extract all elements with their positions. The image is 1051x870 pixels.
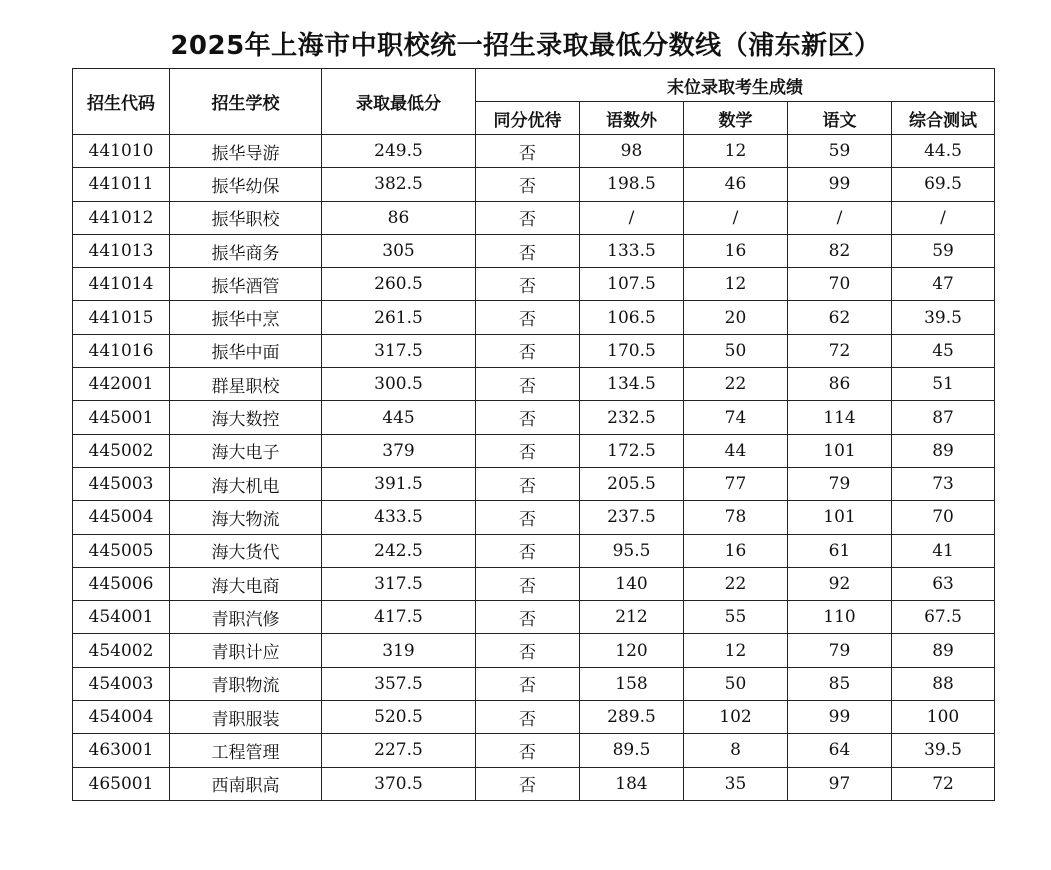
header-chinese: 语文 bbox=[788, 102, 892, 135]
cell-min-score: 319 bbox=[322, 634, 476, 667]
cell-school: 青职物流 bbox=[170, 667, 322, 700]
cell-school: 振华中面 bbox=[170, 334, 322, 367]
table-row bbox=[73, 534, 995, 567]
cell-code: 445004 bbox=[73, 501, 170, 534]
cell-priority: 否 bbox=[476, 601, 580, 634]
cell-composite: 67.5 bbox=[892, 601, 995, 634]
cell-school: 海大机电 bbox=[170, 467, 322, 500]
cell-composite: 45 bbox=[892, 334, 995, 367]
cell-min-score: 357.5 bbox=[322, 667, 476, 700]
cell-priority: 否 bbox=[476, 334, 580, 367]
cell-composite: 39.5 bbox=[892, 734, 995, 767]
table-row bbox=[73, 701, 995, 734]
table-row bbox=[73, 368, 995, 401]
cell-priority: 否 bbox=[476, 368, 580, 401]
cell-chinese: 59 bbox=[788, 135, 892, 168]
header-code: 招生代码 bbox=[73, 69, 170, 135]
table-row bbox=[73, 734, 995, 767]
cell-yushuwai: 172.5 bbox=[580, 434, 684, 467]
cell-math: 55 bbox=[684, 601, 788, 634]
cell-chinese: 101 bbox=[788, 501, 892, 534]
cell-math: 102 bbox=[684, 701, 788, 734]
cell-school: 振华酒管 bbox=[170, 268, 322, 301]
cell-chinese: / bbox=[788, 201, 892, 234]
cell-school: 西南职高 bbox=[170, 767, 322, 800]
cell-school: 振华导游 bbox=[170, 135, 322, 168]
header-math: 数学 bbox=[684, 102, 788, 135]
cell-chinese: 99 bbox=[788, 701, 892, 734]
cell-yushuwai: 170.5 bbox=[580, 334, 684, 367]
cell-composite: 73 bbox=[892, 467, 995, 500]
cell-code: 454003 bbox=[73, 667, 170, 700]
cell-min-score: 433.5 bbox=[322, 501, 476, 534]
table-row bbox=[73, 135, 995, 168]
cell-school: 海大电子 bbox=[170, 434, 322, 467]
table-row bbox=[73, 301, 995, 334]
cell-yushuwai: 98 bbox=[580, 135, 684, 168]
cell-priority: 否 bbox=[476, 401, 580, 434]
cell-composite: 70 bbox=[892, 501, 995, 534]
cell-min-score: 261.5 bbox=[322, 301, 476, 334]
cell-code: 454002 bbox=[73, 634, 170, 667]
cell-chinese: 82 bbox=[788, 234, 892, 267]
header-composite: 综合测试 bbox=[892, 102, 995, 135]
cell-school: 海大数控 bbox=[170, 401, 322, 434]
cell-composite: 51 bbox=[892, 368, 995, 401]
cell-math: 78 bbox=[684, 501, 788, 534]
table-row bbox=[73, 434, 995, 467]
cell-math: 44 bbox=[684, 434, 788, 467]
cell-school: 振华中烹 bbox=[170, 301, 322, 334]
cell-priority: 否 bbox=[476, 501, 580, 534]
cell-yushuwai: 107.5 bbox=[580, 268, 684, 301]
cell-min-score: 249.5 bbox=[322, 135, 476, 168]
page-title: 2025年上海市中职校统一招生录取最低分数线（浦东新区） bbox=[170, 31, 881, 61]
cell-priority: 否 bbox=[476, 567, 580, 600]
cell-code: 445003 bbox=[73, 467, 170, 500]
cell-composite: / bbox=[892, 201, 995, 234]
cell-school: 振华职校 bbox=[170, 201, 322, 234]
table-row bbox=[73, 501, 995, 534]
header-school: 招生学校 bbox=[170, 69, 322, 135]
cell-composite: 47 bbox=[892, 268, 995, 301]
cell-code: 445006 bbox=[73, 567, 170, 600]
cell-yushuwai: 232.5 bbox=[580, 401, 684, 434]
cell-school: 海大物流 bbox=[170, 501, 322, 534]
table-row bbox=[73, 601, 995, 634]
table-row bbox=[73, 168, 995, 201]
cell-composite: 69.5 bbox=[892, 168, 995, 201]
table-row bbox=[73, 567, 995, 600]
cell-yushuwai: 198.5 bbox=[580, 168, 684, 201]
cell-school: 振华商务 bbox=[170, 234, 322, 267]
cell-school: 海大电商 bbox=[170, 567, 322, 600]
cell-priority: 否 bbox=[476, 767, 580, 800]
cell-math: 20 bbox=[684, 301, 788, 334]
cell-math: 74 bbox=[684, 401, 788, 434]
cell-chinese: 61 bbox=[788, 534, 892, 567]
cell-yushuwai: 133.5 bbox=[580, 234, 684, 267]
header-last-candidate-group: 末位录取考生成绩 bbox=[476, 69, 995, 102]
cell-composite: 88 bbox=[892, 667, 995, 700]
header-priority: 同分优待 bbox=[476, 102, 580, 135]
cell-school: 青职计应 bbox=[170, 634, 322, 667]
cell-min-score: 305 bbox=[322, 234, 476, 267]
cell-chinese: 64 bbox=[788, 734, 892, 767]
cell-priority: 否 bbox=[476, 701, 580, 734]
cell-min-score: 520.5 bbox=[322, 701, 476, 734]
cell-priority: 否 bbox=[476, 201, 580, 234]
cell-math: 22 bbox=[684, 567, 788, 600]
cell-math: 35 bbox=[684, 767, 788, 800]
cell-priority: 否 bbox=[476, 168, 580, 201]
cell-code: 441013 bbox=[73, 234, 170, 267]
cell-yushuwai: 158 bbox=[580, 667, 684, 700]
table-row bbox=[73, 401, 995, 434]
cell-chinese: 97 bbox=[788, 767, 892, 800]
cell-composite: 72 bbox=[892, 767, 995, 800]
cell-yushuwai: 237.5 bbox=[580, 501, 684, 534]
cell-priority: 否 bbox=[476, 268, 580, 301]
cell-math: 12 bbox=[684, 634, 788, 667]
cell-chinese: 72 bbox=[788, 334, 892, 367]
cell-code: 454004 bbox=[73, 701, 170, 734]
cell-min-score: 445 bbox=[322, 401, 476, 434]
cell-code: 441014 bbox=[73, 268, 170, 301]
cell-priority: 否 bbox=[476, 534, 580, 567]
cell-chinese: 101 bbox=[788, 434, 892, 467]
cell-min-score: 370.5 bbox=[322, 767, 476, 800]
cell-math: 46 bbox=[684, 168, 788, 201]
cell-priority: 否 bbox=[476, 467, 580, 500]
table-row bbox=[73, 634, 995, 667]
cell-min-score: 300.5 bbox=[322, 368, 476, 401]
cell-code: 441016 bbox=[73, 334, 170, 367]
cell-math: 77 bbox=[684, 467, 788, 500]
cell-min-score: 242.5 bbox=[322, 534, 476, 567]
cell-chinese: 110 bbox=[788, 601, 892, 634]
cell-math: 50 bbox=[684, 667, 788, 700]
cell-min-score: 86 bbox=[322, 201, 476, 234]
cell-yushuwai: 106.5 bbox=[580, 301, 684, 334]
cell-yushuwai: 205.5 bbox=[580, 467, 684, 500]
cell-priority: 否 bbox=[476, 667, 580, 700]
cell-yushuwai: 134.5 bbox=[580, 368, 684, 401]
cell-code: 463001 bbox=[73, 734, 170, 767]
table-row bbox=[73, 667, 995, 700]
cell-math: 12 bbox=[684, 268, 788, 301]
cell-min-score: 382.5 bbox=[322, 168, 476, 201]
cell-code: 445001 bbox=[73, 401, 170, 434]
cell-math: 50 bbox=[684, 334, 788, 367]
cell-school: 青职服装 bbox=[170, 701, 322, 734]
cell-yushuwai: 95.5 bbox=[580, 534, 684, 567]
cell-min-score: 227.5 bbox=[322, 734, 476, 767]
cell-chinese: 86 bbox=[788, 368, 892, 401]
cell-school: 青职汽修 bbox=[170, 601, 322, 634]
cell-chinese: 92 bbox=[788, 567, 892, 600]
cell-code: 441011 bbox=[73, 168, 170, 201]
cell-min-score: 417.5 bbox=[322, 601, 476, 634]
cell-code: 445005 bbox=[73, 534, 170, 567]
cell-yushuwai: 140 bbox=[580, 567, 684, 600]
cell-min-score: 379 bbox=[322, 434, 476, 467]
cell-composite: 41 bbox=[892, 534, 995, 567]
cell-priority: 否 bbox=[476, 301, 580, 334]
cell-priority: 否 bbox=[476, 234, 580, 267]
cell-math: 16 bbox=[684, 534, 788, 567]
admission-score-table bbox=[72, 68, 995, 801]
cell-yushuwai: 212 bbox=[580, 601, 684, 634]
cell-composite: 89 bbox=[892, 634, 995, 667]
cell-code: 441015 bbox=[73, 301, 170, 334]
cell-school: 工程管理 bbox=[170, 734, 322, 767]
cell-math: / bbox=[684, 201, 788, 234]
table-row bbox=[73, 467, 995, 500]
cell-priority: 否 bbox=[476, 135, 580, 168]
cell-code: 441012 bbox=[73, 201, 170, 234]
cell-composite: 87 bbox=[892, 401, 995, 434]
header-min-score: 录取最低分 bbox=[322, 69, 476, 135]
cell-composite: 63 bbox=[892, 567, 995, 600]
cell-priority: 否 bbox=[476, 434, 580, 467]
cell-yushuwai: 184 bbox=[580, 767, 684, 800]
header-yushuwai: 语数外 bbox=[580, 102, 684, 135]
table-row bbox=[73, 334, 995, 367]
cell-chinese: 99 bbox=[788, 168, 892, 201]
cell-composite: 44.5 bbox=[892, 135, 995, 168]
cell-math: 12 bbox=[684, 135, 788, 168]
cell-chinese: 114 bbox=[788, 401, 892, 434]
table-row bbox=[73, 268, 995, 301]
cell-code: 442001 bbox=[73, 368, 170, 401]
cell-math: 16 bbox=[684, 234, 788, 267]
table-row bbox=[73, 767, 995, 800]
cell-school: 海大货代 bbox=[170, 534, 322, 567]
cell-priority: 否 bbox=[476, 734, 580, 767]
cell-composite: 100 bbox=[892, 701, 995, 734]
cell-composite: 59 bbox=[892, 234, 995, 267]
table-row bbox=[73, 201, 995, 234]
cell-math: 22 bbox=[684, 368, 788, 401]
cell-chinese: 85 bbox=[788, 667, 892, 700]
cell-chinese: 79 bbox=[788, 467, 892, 500]
table-body bbox=[73, 135, 995, 801]
cell-priority: 否 bbox=[476, 634, 580, 667]
cell-chinese: 79 bbox=[788, 634, 892, 667]
cell-yushuwai: / bbox=[580, 201, 684, 234]
cell-school: 群星职校 bbox=[170, 368, 322, 401]
cell-composite: 89 bbox=[892, 434, 995, 467]
cell-math: 8 bbox=[684, 734, 788, 767]
cell-code: 445002 bbox=[73, 434, 170, 467]
cell-min-score: 317.5 bbox=[322, 567, 476, 600]
cell-min-score: 260.5 bbox=[322, 268, 476, 301]
table-header bbox=[73, 69, 995, 135]
cell-chinese: 70 bbox=[788, 268, 892, 301]
cell-chinese: 62 bbox=[788, 301, 892, 334]
cell-min-score: 391.5 bbox=[322, 467, 476, 500]
cell-code: 441010 bbox=[73, 135, 170, 168]
cell-school: 振华幼保 bbox=[170, 168, 322, 201]
table-row bbox=[73, 234, 995, 267]
cell-yushuwai: 289.5 bbox=[580, 701, 684, 734]
cell-yushuwai: 89.5 bbox=[580, 734, 684, 767]
cell-min-score: 317.5 bbox=[322, 334, 476, 367]
cell-yushuwai: 120 bbox=[580, 634, 684, 667]
cell-code: 465001 bbox=[73, 767, 170, 800]
cell-code: 454001 bbox=[73, 601, 170, 634]
cell-composite: 39.5 bbox=[892, 301, 995, 334]
